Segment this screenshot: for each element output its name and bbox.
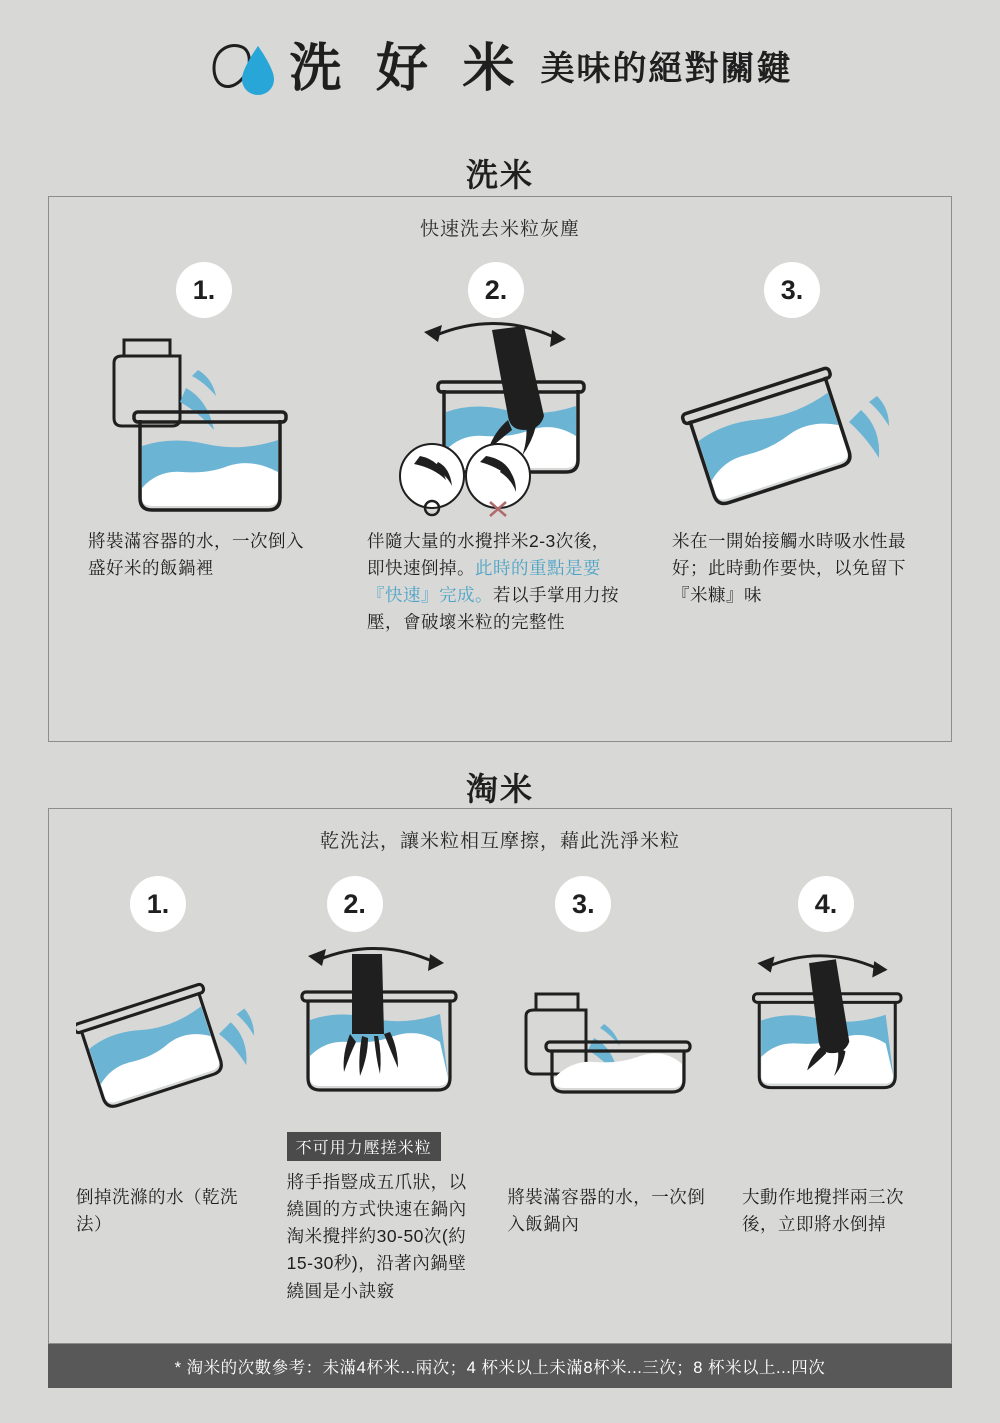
caption-part-3: 若以手掌用力按壓，會破壞米粒的完整性 bbox=[367, 585, 619, 633]
step-number: 2. bbox=[468, 262, 524, 318]
step-caption: 倒掉洗滌的水（乾洗法） bbox=[76, 1187, 238, 1235]
section-wash-subtitle: 快速洗去米粒灰塵 bbox=[0, 206, 1000, 241]
step-caption: 將裝滿容器的水，一次倒入飯鍋內 bbox=[507, 1187, 706, 1235]
step-caption: 將手指豎成五爪狀，以繞圓的方式快速在鍋內淘米攪拌約30-50次(約15-30秒)，沿著內鍋壁繞圓是小訣竅 bbox=[286, 1172, 467, 1301]
step-caption: 米在一開始接觸水時吸水性最好；此時動作要快，以免留下『米糠』味 bbox=[672, 531, 906, 606]
wash-steps bbox=[88, 262, 912, 637]
caption-part-1: 伴隨大量的水攪拌米2-3次後，即快速倒掉。 bbox=[367, 531, 610, 579]
step-number: 1. bbox=[130, 876, 186, 932]
page-title: 洗 好 米 bbox=[289, 40, 525, 98]
step-caption bbox=[367, 528, 625, 637]
rinse-step-2 bbox=[287, 876, 483, 1305]
hand-stirring-rice-in-pot-icon bbox=[367, 318, 625, 518]
rinse-step-3 bbox=[507, 876, 717, 1305]
wash-step-1 bbox=[88, 262, 320, 637]
pitcher-pouring-into-pot-icon bbox=[507, 932, 717, 1128]
rice-grain-water-drop-icon bbox=[208, 38, 280, 100]
tilted-pot-pouring-water-icon bbox=[672, 318, 912, 518]
claw-hand-stirring-rice-icon bbox=[287, 932, 483, 1128]
wash-step-2 bbox=[367, 262, 625, 637]
step-number: 3. bbox=[764, 262, 820, 318]
step-number: 1. bbox=[176, 262, 232, 318]
step-number: 4. bbox=[798, 876, 854, 932]
section-rinse-title: 淘米 bbox=[0, 764, 1000, 810]
page-subtitle: 美味的絕對關鍵 bbox=[540, 50, 793, 88]
rinse-steps bbox=[76, 876, 924, 1305]
step-number: 2. bbox=[327, 876, 383, 932]
warning-label: 不可用力壓搓米粒 bbox=[287, 1132, 441, 1161]
wash-step-3 bbox=[672, 262, 912, 637]
pitcher-pouring-into-pot-icon bbox=[88, 318, 320, 518]
footnote-bar: * 淘米的次數參考：未滿4杯米...兩次；4 杯米以上未滿8杯米...三次；8 杯米以上...四次 bbox=[48, 1344, 952, 1388]
section-rinse-subtitle: 乾洗法，讓米粒相互摩擦，藉此洗淨米粒 bbox=[0, 818, 1000, 853]
tilted-pot-pouring-water-icon bbox=[76, 932, 262, 1128]
rinse-step-1 bbox=[76, 876, 262, 1305]
page-header bbox=[0, 0, 1000, 100]
hand-stirring-rice-in-pot-icon bbox=[742, 932, 924, 1128]
section-wash-title: 洗米 bbox=[0, 150, 1000, 196]
step-caption: 將裝滿容器的水，一次倒入盛好米的飯鍋裡 bbox=[88, 531, 304, 579]
step-number: 3. bbox=[555, 876, 611, 932]
caption-part-accent: 此時的重點是要『快速』完成。 bbox=[367, 558, 601, 606]
rinse-step-4 bbox=[742, 876, 924, 1305]
step-caption: 大動作地攪拌兩三次後，立即將水倒掉 bbox=[741, 1187, 904, 1235]
